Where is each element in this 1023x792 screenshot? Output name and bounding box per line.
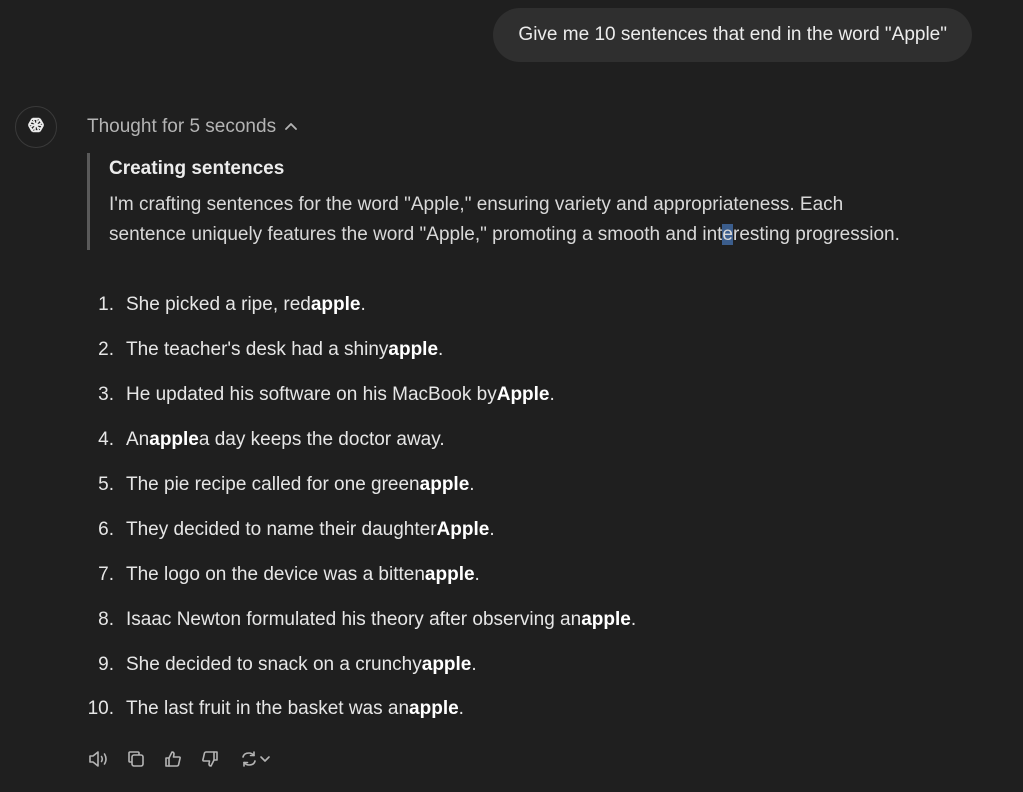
thought-body-line-2-before: sentence uniquely features the word "Apple," promoting a smooth and int xyxy=(109,224,723,245)
answer-keyword: apple xyxy=(149,429,199,451)
answer-list-item xyxy=(80,687,980,732)
answer-text-suffix: . xyxy=(469,474,475,495)
answer-text-suffix: . xyxy=(474,563,480,585)
answer-text-suffix: a day keeps the doctor away. xyxy=(198,429,445,451)
answer-keyword: apple xyxy=(310,294,361,316)
answer-text-suffix: . xyxy=(458,698,464,720)
answer-keyword: apple xyxy=(388,339,439,361)
list-number: 8. xyxy=(98,608,114,630)
answer-text-suffix: . xyxy=(489,518,495,540)
thought-body-line-2-after: resting progression. xyxy=(733,224,900,245)
answer-keyword: apple xyxy=(419,474,470,495)
thumbs-up-button[interactable] xyxy=(162,747,184,771)
chevron-down-icon xyxy=(259,755,271,763)
list-number: 4. xyxy=(98,429,114,451)
answer-list-item xyxy=(80,597,980,642)
thought-panel xyxy=(87,153,987,250)
answer-text-suffix: . xyxy=(360,294,366,316)
answer-text-prefix: The teacher's desk had a shiny xyxy=(126,339,389,361)
read-aloud-button[interactable] xyxy=(88,747,110,771)
message-action-bar xyxy=(88,747,274,771)
answer-list-item xyxy=(80,463,980,508)
assistant-avatar xyxy=(15,106,57,148)
thought-body-line-1: I'm crafting sentences for the word "Apple," ensuring variety and appropriateness. Each xyxy=(109,194,844,215)
answer-text-suffix: . xyxy=(549,384,555,406)
thumbs-up-icon xyxy=(163,749,183,769)
answer-list-item xyxy=(80,418,980,463)
thought-toggle-label: Thought for 5 seconds xyxy=(87,116,277,137)
list-number: 7. xyxy=(98,563,114,585)
read-aloud-icon xyxy=(88,749,110,769)
copy-icon xyxy=(126,749,146,769)
thought-title: Creating sentences xyxy=(109,158,285,179)
answer-text-suffix: . xyxy=(438,339,444,361)
text-selection-highlight: e xyxy=(722,224,733,245)
answer-text-prefix: The last fruit in the basket was an xyxy=(126,698,410,720)
answer-text-suffix: . xyxy=(630,608,637,630)
user-message-bubble xyxy=(493,8,972,62)
answer-list-item xyxy=(80,552,980,597)
regenerate-icon xyxy=(239,749,259,769)
user-message-text: Give me 10 sentences that end in the word "Apple" xyxy=(518,24,947,45)
answer-keyword: apple xyxy=(581,608,631,630)
list-number: 2. xyxy=(98,339,114,361)
list-number: 5. xyxy=(98,474,114,495)
list-number: 3. xyxy=(98,384,114,406)
answer-text-prefix: Isaac Newton formulated his theory after observing an xyxy=(126,608,582,630)
list-number: 1. xyxy=(98,294,114,316)
answer-list-item xyxy=(80,507,980,552)
answer-list-item xyxy=(80,373,980,418)
answer-text-prefix: An xyxy=(126,429,150,451)
answer-list-item xyxy=(80,328,980,373)
thumbs-down-icon xyxy=(200,749,220,769)
copy-button[interactable] xyxy=(125,747,147,771)
list-number: 9. xyxy=(98,653,114,675)
answer-list-item xyxy=(80,642,980,687)
answer-text-prefix: He updated his software on his MacBook by xyxy=(126,384,497,406)
answer-keyword: Apple xyxy=(496,384,550,406)
answer-text-suffix: . xyxy=(471,653,477,675)
answer-text-prefix: The logo on the device was a bitten xyxy=(126,563,425,585)
list-number: 6. xyxy=(98,518,114,540)
regenerate-button[interactable] xyxy=(236,747,274,771)
answer-list xyxy=(80,283,980,732)
list-number: 10. xyxy=(87,698,114,720)
answer-text-prefix: The pie recipe called for one green xyxy=(126,474,420,495)
answer-text-prefix: She picked a ripe, red xyxy=(126,294,311,316)
thought-body xyxy=(109,190,987,250)
openai-logo-icon xyxy=(24,113,48,142)
answer-keyword: apple xyxy=(424,563,475,585)
answer-list-item xyxy=(80,283,980,328)
thought-toggle-button[interactable] xyxy=(87,114,298,140)
chevron-up-icon xyxy=(284,116,298,138)
answer-keyword: apple xyxy=(409,698,459,720)
answer-keyword: apple xyxy=(421,653,472,675)
answer-keyword: Apple xyxy=(436,518,490,540)
thumbs-down-button[interactable] xyxy=(199,747,221,771)
answer-text-prefix: She decided to snack on a crunchy xyxy=(126,653,422,675)
answer-text-prefix: They decided to name their daughter xyxy=(126,518,437,540)
